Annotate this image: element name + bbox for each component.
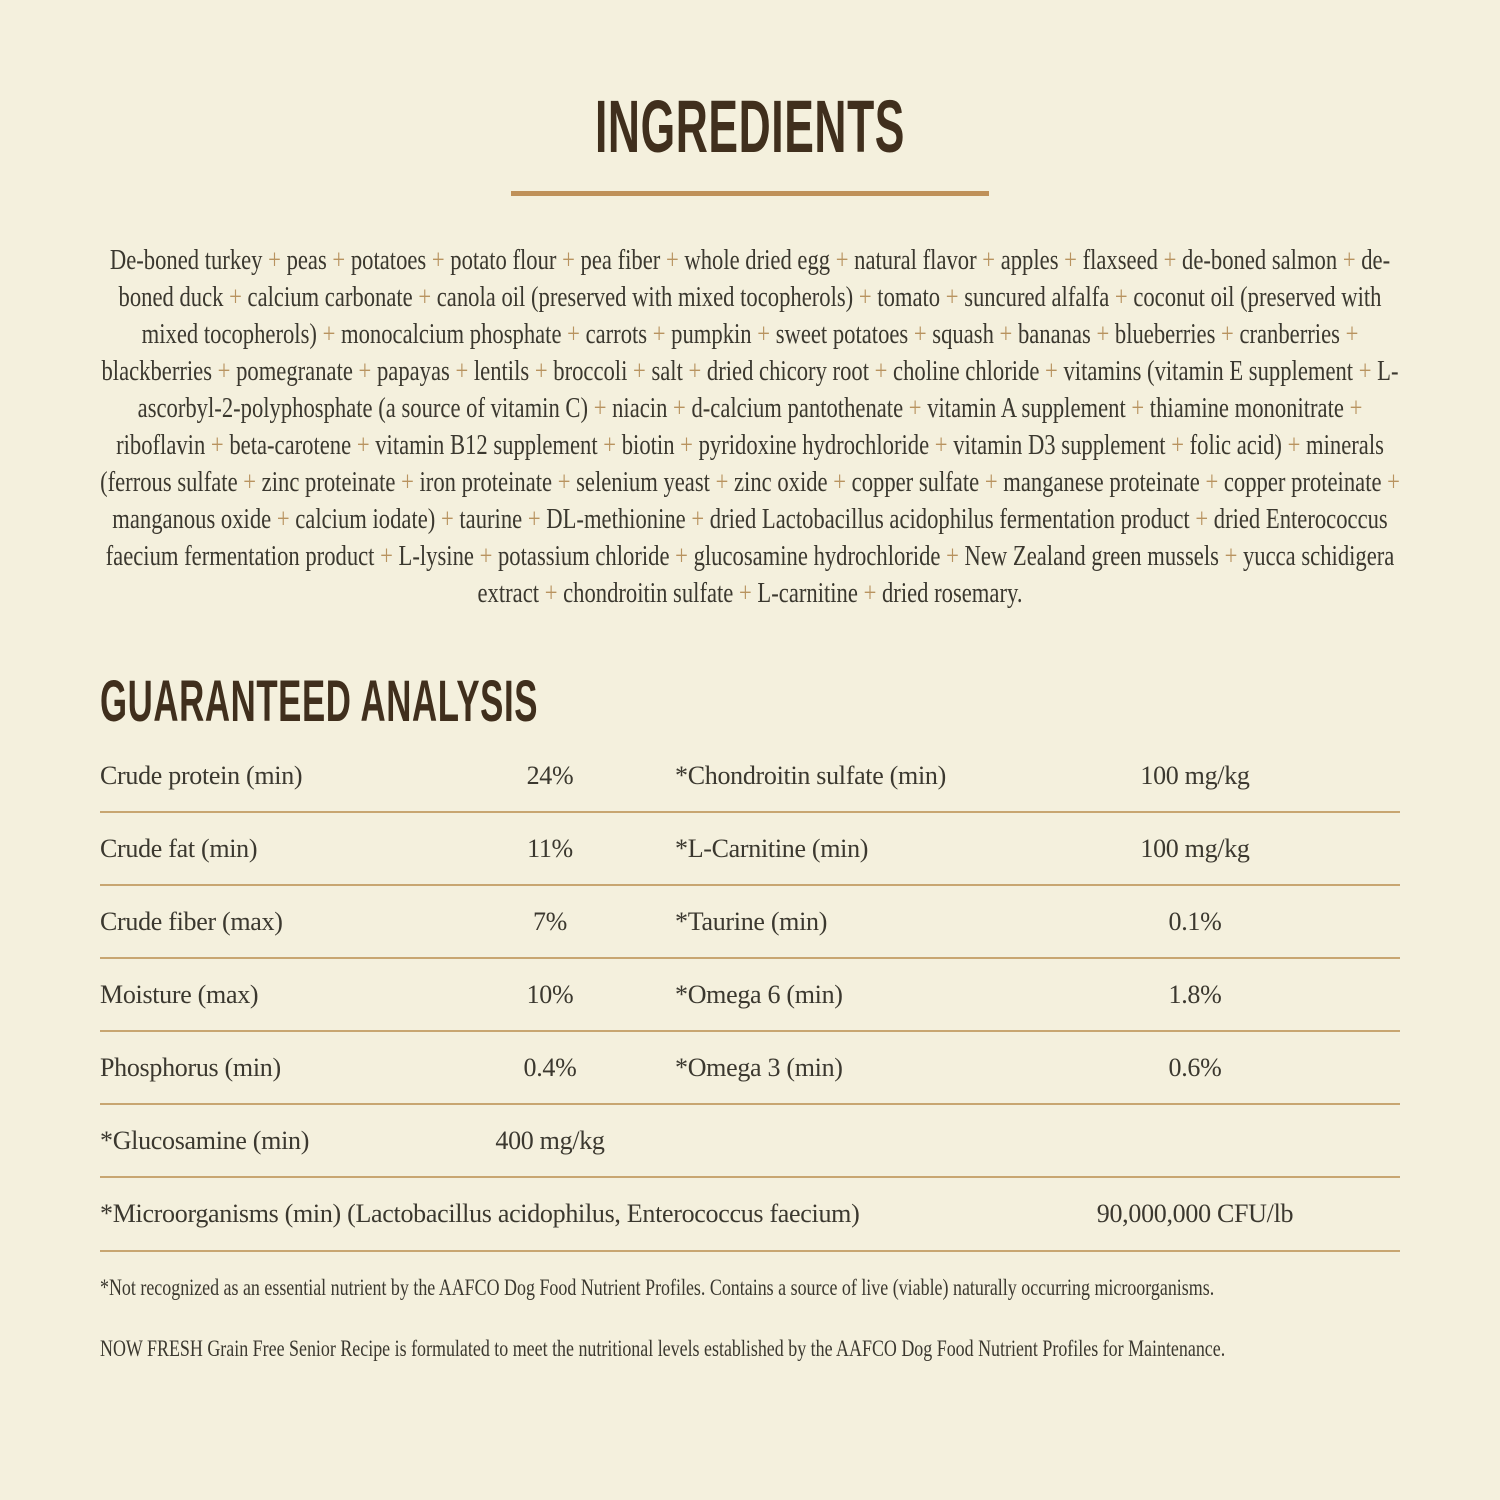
plus-separator-icon: + <box>473 540 498 572</box>
ingredient-item: selenium yeast <box>576 466 710 498</box>
plus-separator-icon: + <box>435 503 460 535</box>
analysis-value: 400 mg/kg <box>495 1125 605 1155</box>
ingredient-item: sweet potatoes <box>775 318 909 350</box>
plus-separator-icon: + <box>539 577 564 609</box>
ingredient-item: d-calcium pantothenate <box>691 392 904 424</box>
analysis-value: 90,000,000 CFU/lb <box>1096 1199 1294 1228</box>
plus-separator-icon: + <box>682 355 707 387</box>
ingredient-item: thiamine mononitrate <box>1149 392 1344 424</box>
plus-separator-icon: + <box>449 355 474 387</box>
analysis-row <box>100 740 1400 813</box>
plus-separator-icon: + <box>853 281 878 313</box>
analysis-row <box>100 813 1400 886</box>
plus-separator-icon: + <box>903 392 928 424</box>
analysis-label: Phosphorus (min) <box>100 1052 281 1082</box>
ingredient-item: vitamin B12 supplement <box>375 429 598 461</box>
analysis-value: 100 mg/kg <box>1140 833 1250 863</box>
ingredient-item: canola oil (preserved with mixed tocopherols) <box>436 281 854 313</box>
plus-separator-icon: + <box>223 281 248 313</box>
plus-separator-icon: + <box>929 429 954 461</box>
ingredient-item: bananas <box>1017 318 1091 350</box>
analysis-label: *Chondroitin sulfate (min) <box>675 760 946 790</box>
ingredient-item: lentils <box>473 355 530 387</box>
ingredient-item: natural flavor <box>854 244 977 276</box>
plus-separator-icon: + <box>685 503 710 535</box>
plus-separator-icon: + <box>271 503 296 535</box>
plus-separator-icon: + <box>827 466 852 498</box>
ingredient-item: pomegranate <box>236 355 353 387</box>
ingredient-item: carrots <box>585 318 648 350</box>
analysis-value: 1.8% <box>1168 979 1222 1009</box>
ingredient-item: calcium carbonate <box>247 281 413 313</box>
plus-separator-icon: + <box>669 540 694 572</box>
ingredient-item: vitamin D3 supplement <box>953 429 1166 461</box>
analysis-label: *Omega 6 (min) <box>675 979 843 1009</box>
analysis-label: *Microorganisms (min) (Lactobacillus acidophilus, Enterococcus faecium) <box>100 1199 860 1228</box>
plus-separator-icon: + <box>908 318 933 350</box>
ingredient-item: dried chicory root <box>706 355 869 387</box>
ingredient-item: manganese proteinate <box>1003 466 1200 498</box>
ingredient-item: zinc proteinate <box>261 466 396 498</box>
analysis-row-microorganisms <box>100 1178 1400 1252</box>
analysis-value: 24% <box>526 760 574 790</box>
ingredient-item: potatoes <box>350 244 427 276</box>
plus-separator-icon: + <box>733 577 758 609</box>
plus-separator-icon: + <box>316 318 341 350</box>
footnotes <box>100 1270 1500 1366</box>
plus-separator-icon: + <box>674 429 699 461</box>
ingredient-item: copper proteinate <box>1223 466 1382 498</box>
ingredient-item: folic acid) <box>1189 429 1282 461</box>
ingredient-item: minerals (ferrous sulfate <box>100 429 1384 498</box>
guaranteed-analysis-title: GUARANTEED ANALYSIS <box>100 669 539 734</box>
analysis-value: 0.6% <box>1168 1052 1222 1082</box>
ingredient-item: L-carnitine <box>757 577 858 609</box>
ingredient-item: L-ascorbyl-2-polyphosphate (a source of vitamin C) <box>137 355 1399 424</box>
analysis-value: 100 mg/kg <box>1140 760 1250 790</box>
ingredient-item: blackberries <box>101 355 213 387</box>
ingredient-item: New Zealand green mussels <box>964 540 1219 572</box>
plus-separator-icon: + <box>426 244 451 276</box>
plus-separator-icon: + <box>529 355 554 387</box>
ingredient-item: dried Enterococcus faecium fermentation product <box>105 503 1388 572</box>
analysis-label: Crude fat (min) <box>100 833 258 863</box>
analysis-value: 0.1% <box>1168 906 1222 936</box>
plus-separator-icon: + <box>940 281 965 313</box>
plus-separator-icon: + <box>237 466 262 498</box>
plus-separator-icon: + <box>667 392 692 424</box>
plus-separator-icon: + <box>1189 503 1214 535</box>
ingredient-item: glucosamine hydrochloride <box>693 540 941 572</box>
ingredient-item: pyridoxine hydrochloride <box>698 429 930 461</box>
title-underline <box>511 191 989 196</box>
ingredient-item: squash <box>932 318 994 350</box>
plus-separator-icon: + <box>1090 318 1115 350</box>
plus-separator-icon: + <box>627 355 652 387</box>
plus-separator-icon: + <box>976 244 1001 276</box>
ingredient-item: De-boned turkey <box>109 244 263 276</box>
plus-separator-icon: + <box>556 244 581 276</box>
ingredient-item: monocalcium phosphate <box>340 318 562 350</box>
ingredient-item: flaxseed <box>1082 244 1158 276</box>
plus-separator-icon: + <box>1109 281 1134 313</box>
plus-separator-icon: + <box>1215 318 1240 350</box>
ingredient-item: broccoli <box>553 355 628 387</box>
ingredient-item: de-boned salmon <box>1182 244 1338 276</box>
ingredient-item: blueberries <box>1114 318 1216 350</box>
ingredient-item: vitamin A supplement <box>927 392 1126 424</box>
plus-separator-icon: + <box>395 466 420 498</box>
ingredient-item: riboflavin <box>116 429 206 461</box>
ingredient-item: de-boned duck <box>118 244 1391 313</box>
analysis-label: *Omega 3 (min) <box>675 1052 843 1082</box>
plus-separator-icon: + <box>979 466 1004 498</box>
ingredients-title: INGREDIENTS <box>594 85 906 168</box>
plus-separator-icon: + <box>830 244 855 276</box>
plus-separator-icon: + <box>522 503 547 535</box>
plus-separator-icon: + <box>597 429 622 461</box>
analysis-label: *L-Carnitine (min) <box>675 833 869 863</box>
ingredient-item: calcium iodate) <box>295 503 436 535</box>
ingredients-text <box>94 242 1406 612</box>
plus-separator-icon: + <box>1218 540 1243 572</box>
ingredient-item: pea fiber <box>580 244 661 276</box>
plus-separator-icon: + <box>1339 318 1359 350</box>
analysis-row <box>100 1032 1400 1105</box>
analysis-value: 7% <box>532 906 568 936</box>
plus-separator-icon: + <box>993 318 1018 350</box>
ingredient-item: biotin <box>621 429 675 461</box>
footnote-aafco-nutrient: *Not recognized as an essential nutrient by the AAFCO Dog Food Nutrient Profiles. Contains a source of live (viable) naturally occurring microorganisms. <box>100 1275 1215 1300</box>
plus-separator-icon: + <box>1199 466 1224 498</box>
ingredient-item: DL-methionine <box>546 503 686 535</box>
plus-separator-icon: + <box>588 392 613 424</box>
plus-separator-icon: + <box>326 244 351 276</box>
plus-separator-icon: + <box>1157 244 1183 276</box>
ingredient-item: iron proteinate <box>419 466 553 498</box>
plus-separator-icon: + <box>212 355 237 387</box>
ingredient-item: zinc oxide <box>734 466 828 498</box>
plus-separator-icon: + <box>262 244 287 276</box>
ingredient-item: peas <box>286 244 327 276</box>
analysis-row <box>100 1105 1400 1178</box>
plus-separator-icon: + <box>352 355 377 387</box>
ingredient-item: niacin <box>612 392 668 424</box>
plus-separator-icon: + <box>1353 355 1378 387</box>
analysis-row <box>100 886 1400 959</box>
plus-separator-icon: + <box>1381 466 1400 498</box>
analysis-label: Crude protein (min) <box>100 760 303 790</box>
plus-separator-icon: + <box>647 318 672 350</box>
plus-separator-icon: + <box>1058 244 1083 276</box>
plus-separator-icon: + <box>561 318 586 350</box>
analysis-value: 0.4% <box>523 1052 577 1082</box>
plus-separator-icon: + <box>751 318 776 350</box>
plus-separator-icon: + <box>1125 392 1150 424</box>
guaranteed-analysis-table <box>100 740 1400 1252</box>
analysis-label: *Glucosamine (min) <box>100 1125 310 1155</box>
ingredient-item: pumpkin <box>671 318 752 350</box>
plus-separator-icon: + <box>1337 244 1362 276</box>
ingredient-item: whole dried egg <box>684 244 831 276</box>
plus-separator-icon: + <box>1281 429 1307 461</box>
ingredient-item: taurine <box>459 503 523 535</box>
ingredient-item: salt <box>651 355 683 387</box>
ingredient-item: dried Lactobacillus acidophilus fermentation product <box>709 503 1190 535</box>
ingredient-item: apples <box>1000 244 1059 276</box>
ingredient-item: dried rosemary. <box>881 577 1023 609</box>
plus-separator-icon: + <box>351 429 376 461</box>
plus-separator-icon: + <box>1343 392 1363 424</box>
plus-separator-icon: + <box>412 281 437 313</box>
ingredient-item: potato flour <box>450 244 557 276</box>
ingredient-item: coconut oil (preserved with mixed tocopherols) <box>141 281 1382 350</box>
ingredient-item: chondroitin sulfate <box>563 577 734 609</box>
plus-separator-icon: + <box>374 540 399 572</box>
footnote-formulation-statement: NOW FRESH Grain Free Senior Recipe is formulated to meet the nutritional levels established by the AAFCO Dog Food Nutrient Profiles for Maintenance. <box>100 1336 1226 1361</box>
ingredient-item: choline chloride <box>893 355 1040 387</box>
ingredient-item: manganous oxide <box>112 503 272 535</box>
plus-separator-icon: + <box>205 429 230 461</box>
plus-separator-icon: + <box>940 540 965 572</box>
plus-separator-icon: + <box>868 355 894 387</box>
ingredient-item: cranberries <box>1239 318 1340 350</box>
ingredient-item: beta-carotene <box>229 429 352 461</box>
analysis-value: 11% <box>527 833 573 863</box>
plus-separator-icon: + <box>660 244 685 276</box>
analysis-value: 10% <box>526 979 574 1009</box>
ingredient-item: papayas <box>376 355 450 387</box>
ingredient-item: tomato <box>877 281 941 313</box>
ingredient-item: L-lysine <box>398 540 474 572</box>
ingredient-item: copper sulfate <box>851 466 980 498</box>
analysis-label: Crude fiber (max) <box>100 906 283 936</box>
plus-separator-icon: + <box>709 466 735 498</box>
plus-separator-icon: + <box>1039 355 1064 387</box>
ingredient-item: suncured alfalfa <box>964 281 1110 313</box>
analysis-label: *Taurine (min) <box>675 906 828 936</box>
ingredient-item: potassium chloride <box>497 540 670 572</box>
plus-separator-icon: + <box>552 466 577 498</box>
plus-separator-icon: + <box>1165 429 1190 461</box>
ingredient-item: vitamins (vitamin E supplement <box>1063 355 1354 387</box>
ingredient-item: yucca schidigera extract <box>477 540 1395 609</box>
analysis-label: Moisture (max) <box>100 979 259 1009</box>
analysis-row <box>100 959 1400 1032</box>
plus-separator-icon: + <box>857 577 882 609</box>
